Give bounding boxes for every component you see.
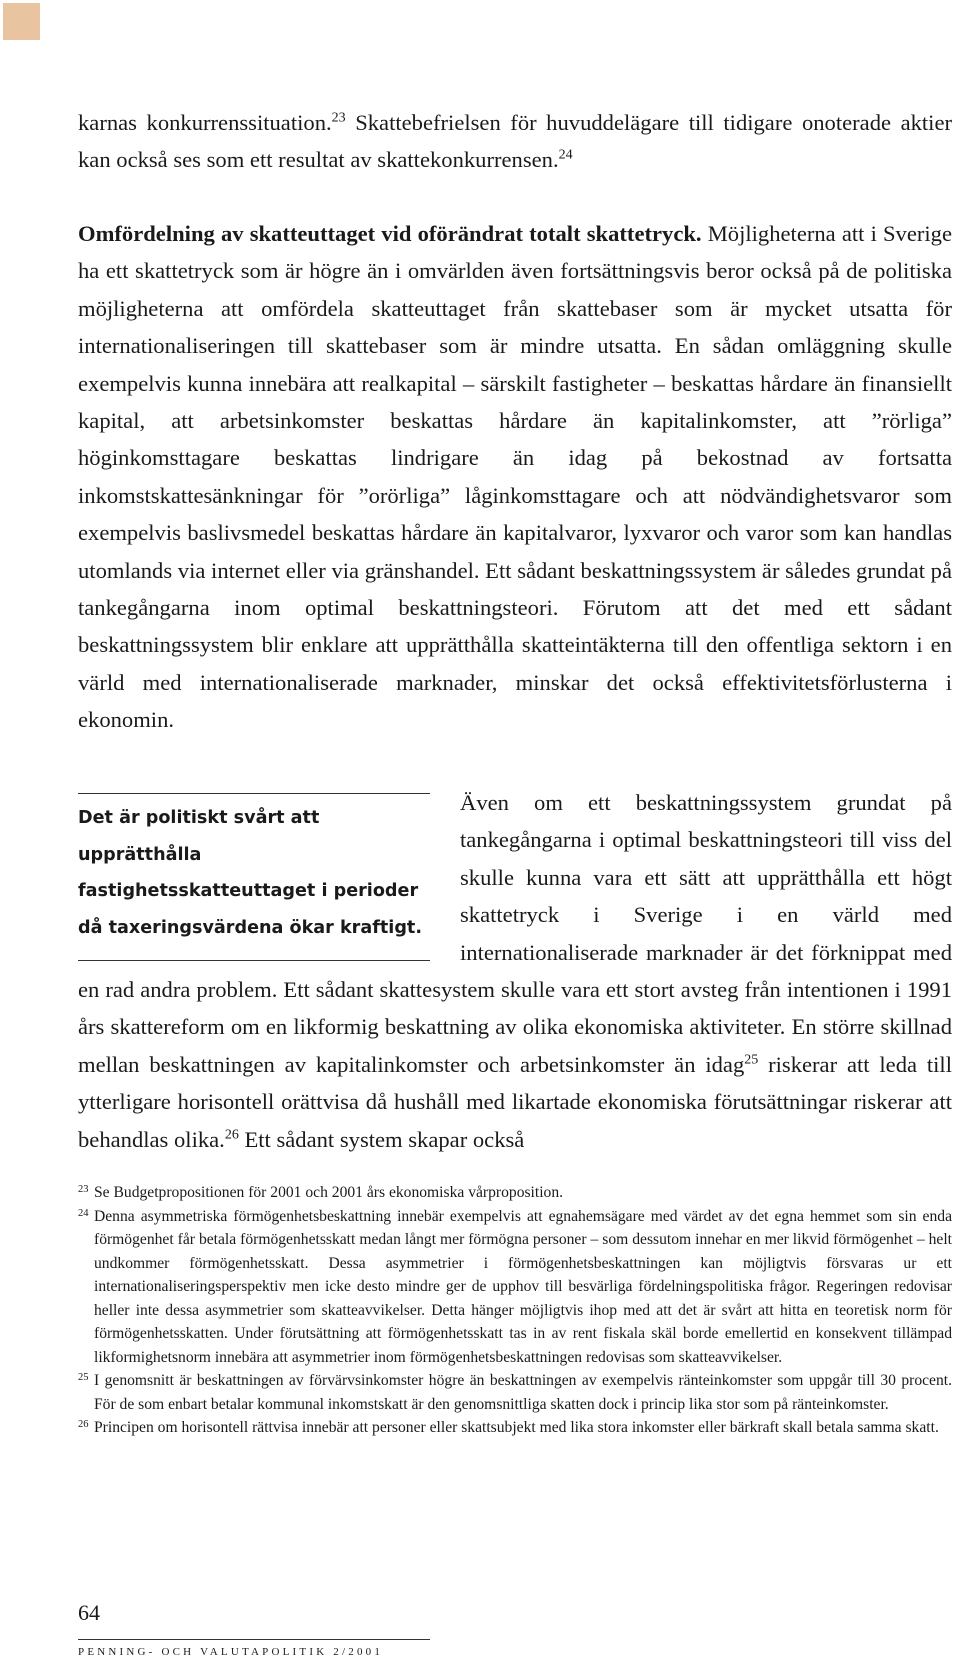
paragraph-text: Möjligheterna att i Sverige ha ett skattetryck som är högre än i omvärlden även fortsättningsvis beror också på de politiska möjligheterna att omfördela skatteuttaget från skattebaser som är mycket utsatta för internationaliseringen till skattebaser som är mindre utsatta. En sådan omläggning skulle exempelvis kunna innebära att realkapital – särskilt fastigheter – beskattas hårdare än finansiellt kapital, att arbetsinkomster beskattas hårdare än kapitalinkomster, att ”rörliga” höginkomsttagare beskattas lindrigare än idag på bekostnad av fortsatta inkomstskattesänkningar för ”orörliga” låginkomsttagare och att nödvändighetsvaror som exempelvis baslivsmedel beskattas hårdare än kapitalvaror, lyxvaror och varor som kan handlas utomlands via internet eller via gränshandel. Ett sådant beskattningssystem är således grundat på tankegångarna inom optimal beskattningsteori. Förutom att det med ett sådant beskattningssystem blir enklare att upprätthålla skatteintäkterna till den offentliga sektorn i en värld med internationaliserade marknader, minskar det också effektivitetsförlusterna i ekonomin.: [78, 221, 953, 733]
corner-color-mark: [3, 3, 40, 40]
paragraph-omfordelning: [78, 215, 952, 739]
footnote-ref-24[interactable]: 24: [558, 147, 573, 163]
paragraph-text: riskerar att leda till ytterligare horisontell orättvisa då hushåll med likartade ekonomiska förutsättningar riskerar att behandlas olika.: [78, 1051, 952, 1152]
page-number: 64: [78, 1600, 100, 1625]
footnote-ref-25[interactable]: 25: [744, 1052, 759, 1068]
paragraph-text: Skattebefrielsen för huvuddelägare till tidigare onoterade aktier kan också ses som ett resultat av skattekonkurrensen.: [78, 110, 952, 173]
running-footer: PENNING- OCH VALUTAPOLITIK 2/2001: [78, 1646, 384, 1658]
footnote-text: Principen om horisontell rättvisa innebär att personer eller skattsubjekt med lika stora inkomster eller bärkraft skall betala samma skatt.: [94, 1419, 939, 1436]
footnote-number: 24: [78, 1207, 89, 1219]
footnote-text: Se Budgetpropositionen för 2001 och 2001 års ekonomiska vårproposition.: [94, 1184, 564, 1201]
paragraph-intro: [78, 104, 952, 179]
footnote-number: 23: [78, 1184, 89, 1195]
section-heading: Omfördelning av skatteuttaget vid oförändrat totalt skattetryck.: [78, 221, 702, 246]
footnote-text: Denna asymmetriska förmögenhetsbeskattning innebär exempelvis att egnahemsägare med värdet av det egna hemmet som sin enda förmögenhet får betala förmögenhetsskatt medan långt mer förmögna personer – som dessutom innehar en mer likvid förmögenhet – helt undkommer förmögenhetsskatt. Dessa asymmetrier i förmögenhetsbeskattningen kan möjligtvis försvaras ur ett internationaliseringsperspektiv men icke desto mindre ger de upphov till besvärliga fördelningspolitiska frågor. Regeringen redovisar heller inte dessa asymmetrier som skatteavvikelser. Detta hänger möjligtvis ihop med att det är svårt att hitta en teoretisk norm för förmögenhetsskatten. Under förutsättning att förmögenhetsskatt tas in av rent fiskala skäl borde emellertid en konsekvent tillämpad likformighetsnorm innebära att asymmetrier inom förmögenhetsbeskattningen redovisas som skatteavvikelser.: [94, 1207, 952, 1366]
paragraph-text: Även om ett beskattningssystem grundat på tankegångarna i optimal beskattningsteori till viss del skulle kunna vara ett sätt att upprätthålla ett högt skattetryck i Sverige i en värld med internationaliserade marknader är det förknippat med en rad andra problem. Ett sådant skattesystem skulle vara ett stort avsteg från intentionen i 1991 års skattereform om en likformig beskattning av olika ekonomiska aktiviteter. En större skillnad mellan beskattningen av kapitalinkomster och arbetsinkomster än idag: [78, 790, 952, 1077]
paragraph-text: Ett sådant system skapar också: [238, 1126, 525, 1152]
paragraph-text: karnas konkurrenssituation.: [78, 110, 332, 135]
footnote-number: 26: [78, 1419, 89, 1430]
paragraph-aven-om: [78, 784, 952, 1158]
footnote-text: I genomsnitt är beskattningen av förvärvsinkomster högre än beskattningen av exempelvis ränteinkomster som uppgår till 30 procent. För de som enbart betalar kommunal inkomstskatt är den genomsnittliga skatten dock i princip lika stor som på ränteinkomster.: [94, 1372, 952, 1413]
footnote-25: [78, 1369, 952, 1416]
footer-rule: [78, 1639, 430, 1640]
footnote-ref-26[interactable]: 26: [224, 1126, 239, 1142]
footnote-26: [78, 1416, 952, 1440]
footnote-number: 25: [78, 1372, 89, 1383]
footnote-ref-23[interactable]: 23: [331, 110, 346, 126]
footnote-24: [78, 1205, 952, 1370]
pull-quote: Det är politiskt svårt att upprätthålla fastighetsskatteuttaget i perioder då taxeringsvärdena ökar kraftigt.: [78, 793, 430, 961]
footnote-23: [78, 1181, 952, 1205]
footnotes: [78, 1181, 952, 1440]
